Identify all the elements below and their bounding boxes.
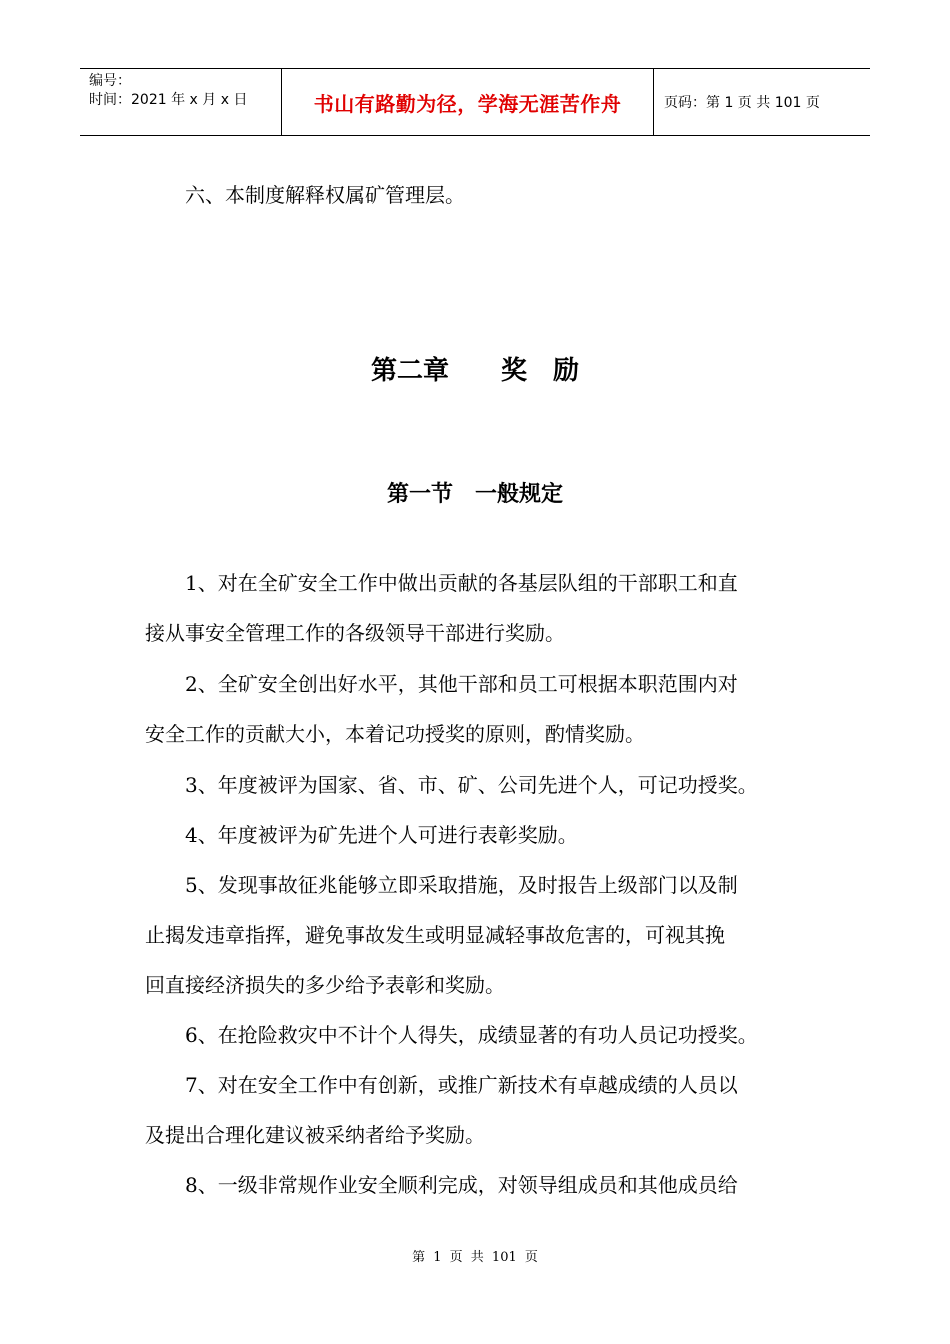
chapter-title: 第二章 奖 励	[370, 356, 579, 386]
header-meta-cell	[80, 69, 282, 135]
body-line: 4、年度被评为矿先进个人可进行表彰奖励。	[145, 823, 578, 847]
clause-six	[145, 170, 810, 220]
body-line: 7、对在安全工作中有创新，或推广新技术有卓越成绩的人员以	[145, 1073, 738, 1097]
document-number-label: 编号：	[89, 73, 131, 89]
header-page-info: 页码：第 1 页 共 101 页	[664, 95, 820, 111]
body-line: 止揭发违章指挥，避免事故发生或明显减轻事故危害的，可视其挽	[145, 923, 725, 947]
body-line: 6、在抢险救灾中不计个人得失，成绩显著的有功人员记功授奖。	[145, 1023, 758, 1047]
body-line: 安全工作的贡献大小，本着记功授奖的原则，酌情奖励。	[145, 722, 645, 746]
document-header	[80, 68, 870, 136]
body-line: 2、全矿安全创出好水平，其他干部和员工可根据本职范围内对	[145, 672, 738, 696]
section-title: 第一节 一般规定	[386, 482, 563, 507]
body-line: 3、年度被评为国家、省、市、矿、公司先进个人，可记功授奖。	[145, 773, 758, 797]
body-line: 及提出合理化建议被采纳者给予奖励。	[145, 1123, 485, 1147]
body-line: 5、发现事故征兆能够立即采取措施，及时报告上级部门以及制	[145, 873, 738, 897]
document-time-label: 时间：2021 年 x 月 x 日	[89, 92, 248, 108]
header-motto: 书山有路勤为径，学海无涯苦作舟	[282, 69, 654, 135]
body-line: 1、对在全矿安全工作中做出贡献的各基层队组的干部职工和直	[145, 571, 738, 595]
body-line: 8、一级非常规作业安全顺利完成，对领导组成员和其他成员给	[145, 1173, 738, 1197]
body-line: 接从事安全管理工作的各级领导干部进行奖励。	[145, 621, 565, 645]
body-line: 回直接经济损失的多少给予表彰和奖励。	[145, 973, 505, 997]
page-footer: 第 1 页 共 101 页	[412, 1250, 538, 1265]
clause-six-text: 六、本制度解释权属矿管理层。	[185, 183, 465, 207]
